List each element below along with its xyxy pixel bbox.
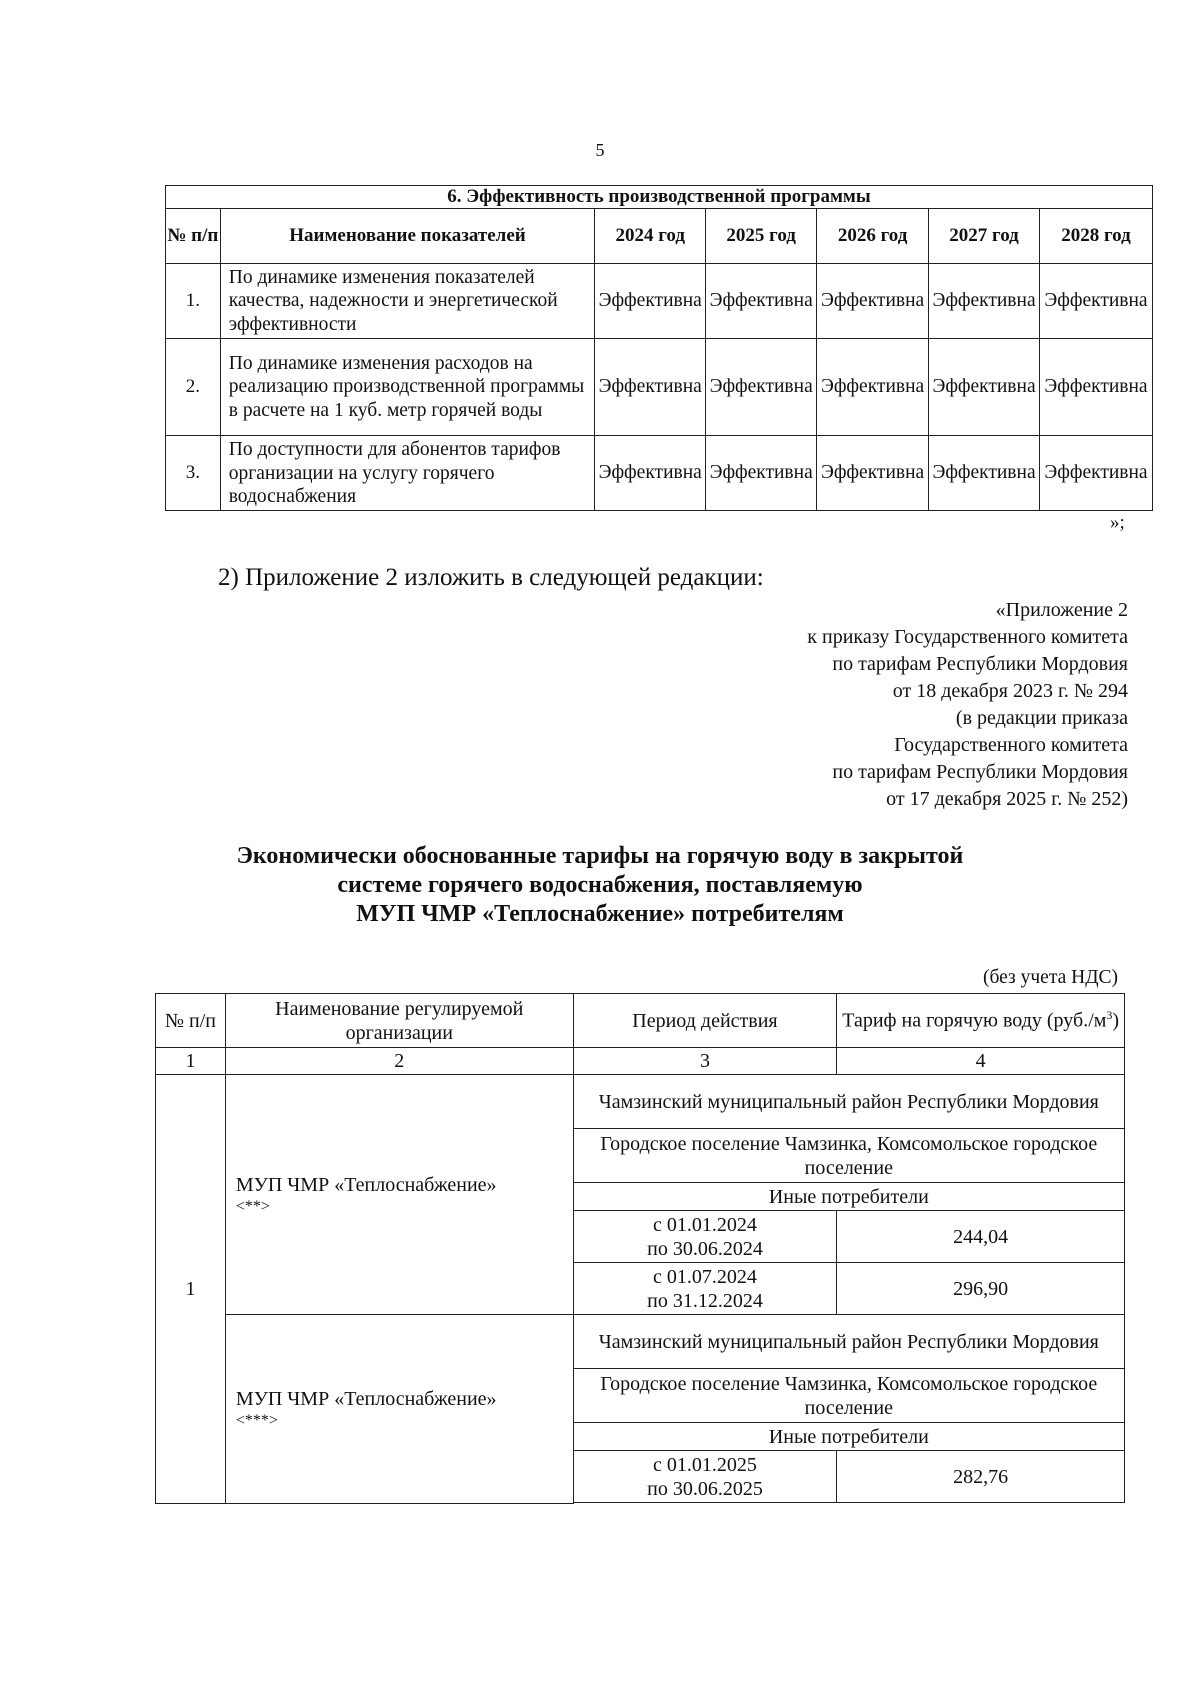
appendix-line: «Приложение 2 (995, 599, 1128, 621)
organization-name: МУП ЧМР «Теплоснабжение» (235, 1388, 497, 1411)
efficiency-table-title: 6. Эффективность производственной программы (166, 186, 1153, 209)
appendix-line: по тарифам Республики Мордовия (832, 761, 1128, 783)
efficiency-value: Эффективна (1040, 264, 1153, 339)
row-number: 2. (166, 339, 221, 436)
page-number: 5 (595, 140, 605, 160)
appendix-line: от 18 декабря 2023 г. № 294 (892, 680, 1128, 702)
consumers-cell: Иные потребители (573, 1183, 1124, 1211)
tariff-value: 282,76 (837, 1451, 1125, 1503)
header-tariff-sup: 3 (1106, 1008, 1113, 1023)
heading-line: МУП ЧМР «Теплоснабжение» потребителям (356, 901, 844, 927)
item-2-text: 2) Приложение 2 изложить в следующей редакции: (218, 564, 764, 591)
efficiency-value: Эффективна (929, 264, 1040, 339)
table-row (166, 436, 1153, 511)
efficiency-value: Эффективна (929, 436, 1040, 511)
efficiency-value: Эффективна (706, 264, 817, 339)
header-num: № п/п (166, 209, 221, 264)
period-to: по 30.06.2025 (647, 1477, 763, 1500)
table-row (166, 339, 1153, 436)
header-year: 2027 год (929, 209, 1040, 264)
period-to: по 30.06.2024 (647, 1237, 763, 1260)
row-number: 1. (166, 264, 221, 339)
indicator-name: По доступности для абонентов тарифов организации на услугу горячего водоснабжения (220, 436, 595, 511)
efficiency-value: Эффективна (595, 436, 706, 511)
organization-note: <***> (235, 1412, 278, 1430)
header-year: 2028 год (1040, 209, 1153, 264)
tariff-value: 296,90 (837, 1263, 1125, 1315)
efficiency-value: Эффективна (706, 339, 817, 436)
column-number: 3 (573, 1048, 837, 1075)
efficiency-value: Эффективна (929, 339, 1040, 436)
organization-note: <**> (235, 1197, 270, 1215)
header-year: 2026 год (817, 209, 929, 264)
header-num: № п/п (156, 994, 226, 1048)
header-tariff-text: Тариф на горячую воду (руб./м (842, 1009, 1107, 1032)
header-organization: Наименование регулируемой организации (225, 994, 573, 1048)
organization-cell (225, 1315, 573, 1504)
efficiency-table (165, 185, 1153, 511)
efficiency-value: Эффективна (706, 436, 817, 511)
appendix-line: по тарифам Республики Мордовия (832, 653, 1128, 675)
period-from: с 01.01.2024 (653, 1213, 757, 1236)
column-number: 1 (156, 1048, 226, 1075)
settlement-cell: Городское поселение Чамзинка, Комсомольское городское поселение (573, 1129, 1124, 1183)
period-cell (573, 1451, 837, 1503)
period-cell (573, 1263, 837, 1315)
document-heading (0, 842, 1200, 929)
appendix-line: от 17 декабря 2025 г. № 252) (886, 788, 1128, 810)
efficiency-value: Эффективна (817, 264, 929, 339)
closing-quote: »; (1110, 512, 1125, 533)
header-period: Период действия (573, 994, 837, 1048)
appendix-reference (528, 597, 1128, 813)
header-year: 2024 год (595, 209, 706, 264)
period-from: с 01.07.2024 (653, 1265, 757, 1288)
efficiency-value: Эффективна (1040, 339, 1153, 436)
header-indicator-name: Наименование показателей (220, 209, 595, 264)
indicator-name: По динамике изменения расходов на реализацию производственной программы в расчете на 1 куб. метр горячей воды (220, 339, 595, 436)
period-from: с 01.01.2025 (653, 1453, 757, 1476)
district-cell: Чамзинский муниципальный район Республики Мордовия (573, 1075, 1124, 1129)
period-cell (573, 1211, 837, 1263)
column-number: 4 (837, 1048, 1125, 1075)
district-cell: Чамзинский муниципальный район Республики Мордовия (573, 1315, 1124, 1369)
header-year: 2025 год (706, 209, 817, 264)
header-tariff-end: ) (1112, 1009, 1120, 1032)
efficiency-value: Эффективна (1040, 436, 1153, 511)
heading-line: системе горячего водоснабжения, поставляемую (337, 872, 863, 898)
organization-name: МУП ЧМР «Теплоснабжение» (235, 1173, 497, 1196)
row-number: 3. (166, 436, 221, 511)
consumers-cell: Иные потребители (573, 1423, 1124, 1451)
efficiency-value: Эффективна (817, 436, 929, 511)
vat-note: (без учета НДС) (982, 967, 1118, 988)
period-to: по 31.12.2024 (647, 1289, 763, 1312)
tariff-table (155, 993, 1125, 1504)
row-number: 1 (156, 1075, 226, 1504)
tariff-value: 244,04 (837, 1211, 1125, 1263)
efficiency-value: Эффективна (595, 339, 706, 436)
heading-line: Экономически обоснованные тарифы на горячую воду в закрытой (236, 843, 964, 869)
column-number: 2 (225, 1048, 573, 1075)
settlement-cell: Городское поселение Чамзинка, Комсомольское городское поселение (573, 1369, 1124, 1423)
appendix-line: к приказу Государственного комитета (807, 626, 1128, 648)
efficiency-value: Эффективна (817, 339, 929, 436)
appendix-line: (в редакции приказа (955, 707, 1128, 729)
efficiency-value: Эффективна (595, 264, 706, 339)
header-tariff (837, 994, 1125, 1048)
indicator-name: По динамике изменения показателей качества, надежности и энергетической эффективности (220, 264, 595, 339)
table-row (166, 264, 1153, 339)
organization-cell (225, 1075, 573, 1315)
appendix-line: Государственного комитета (894, 734, 1128, 756)
